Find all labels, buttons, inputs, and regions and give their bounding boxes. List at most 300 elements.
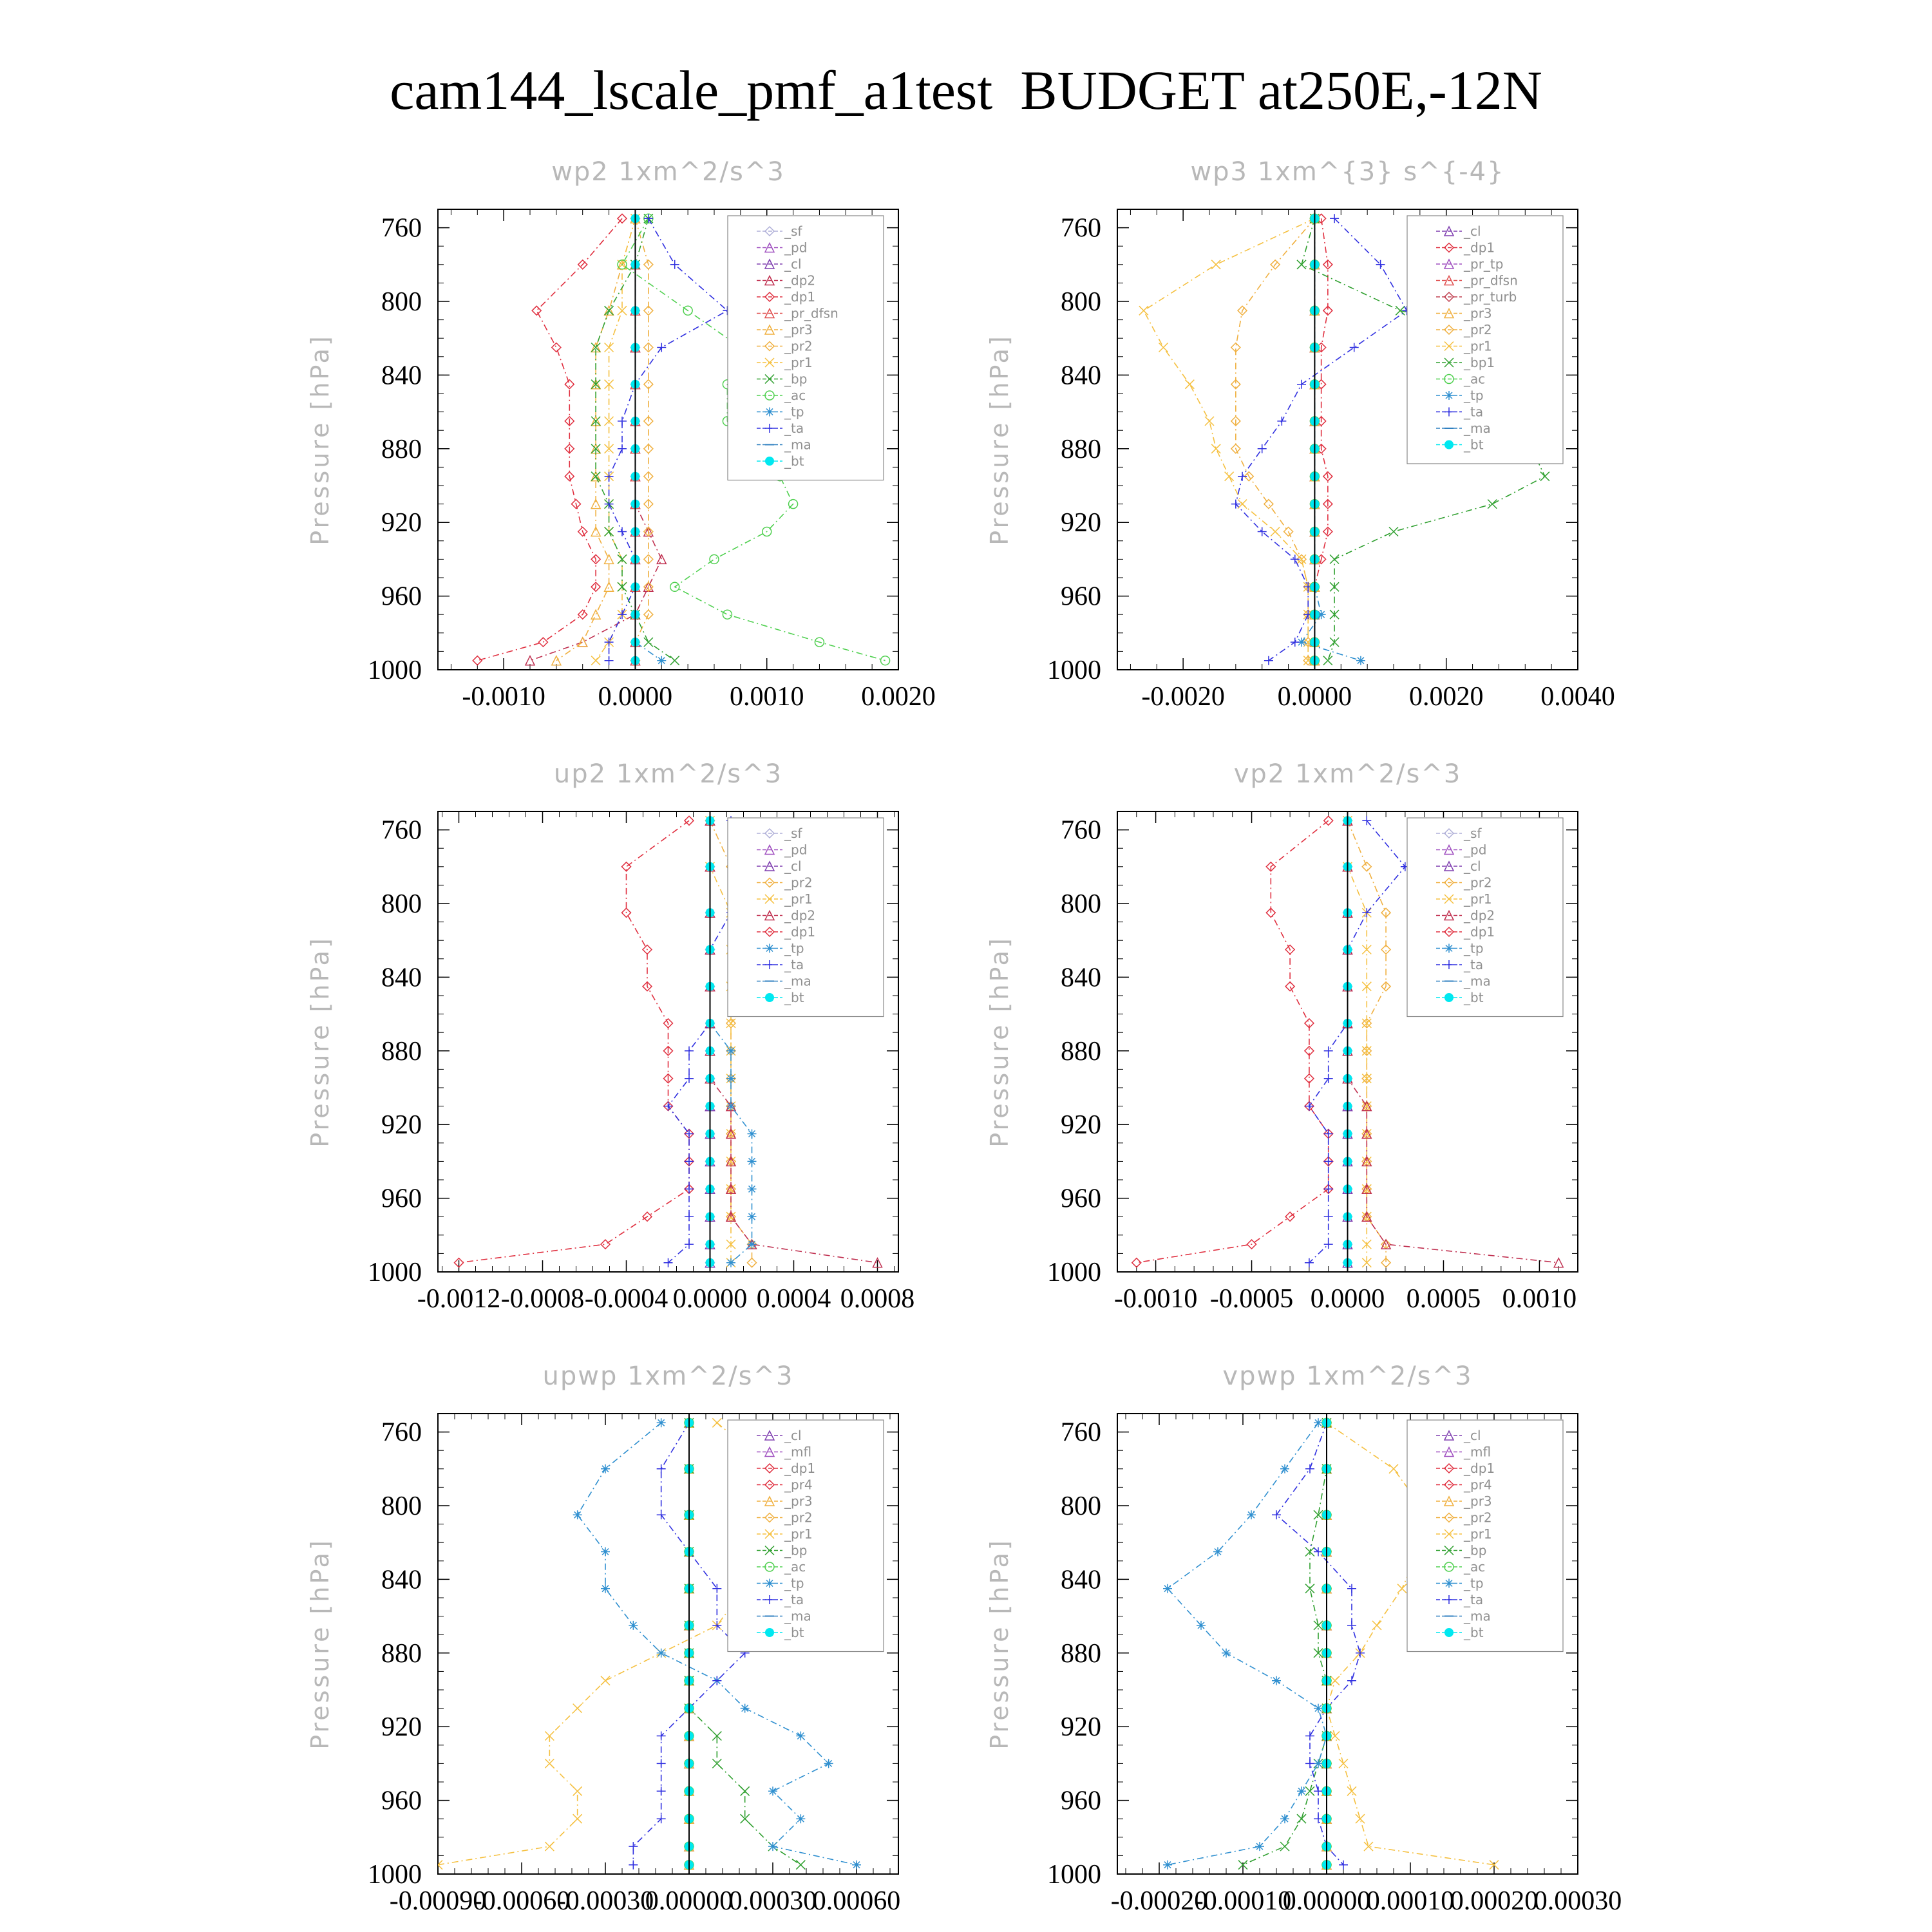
data-point	[629, 1861, 638, 1870]
legend-label: _pr2	[784, 1510, 813, 1526]
legend-marker	[765, 1628, 774, 1637]
legend-label: _tp	[784, 1575, 804, 1591]
data-point	[1280, 1814, 1289, 1823]
y-tick-label: 1000	[368, 1258, 422, 1287]
legend-label: _bp	[784, 371, 808, 387]
legend-label: _cl	[784, 858, 802, 874]
series-line-bp	[1243, 1423, 1327, 1864]
series-line-ta	[1236, 218, 1407, 660]
data-point	[685, 1130, 694, 1139]
legend-marker	[1444, 1579, 1454, 1588]
legend-label: _ma	[1464, 421, 1491, 436]
legend-label: _dp1	[1464, 924, 1495, 940]
data-point	[1271, 527, 1280, 536]
legend-label: _mfl	[1464, 1444, 1492, 1460]
data-point	[1314, 1418, 1323, 1427]
x-tick-label: -0.0004	[584, 1284, 668, 1314]
data-point	[657, 343, 666, 352]
data-point	[1314, 1704, 1323, 1713]
legend-label: _dp1	[784, 924, 816, 940]
data-point	[1362, 862, 1371, 871]
legend-label: _pr1	[784, 355, 813, 370]
data-point	[1330, 554, 1339, 564]
data-point	[1211, 444, 1220, 453]
x-tick-label: 0.0000	[672, 1284, 748, 1314]
x-tick-label: 0.00000	[1282, 1886, 1371, 1916]
x-tick-label: 0.0040	[1540, 682, 1615, 712]
data-point	[1314, 1814, 1323, 1823]
data-point	[644, 638, 653, 647]
data-point	[726, 1102, 735, 1111]
data-point	[1356, 1814, 1365, 1823]
y-tick-label: 800	[381, 287, 422, 317]
x-tick-label: 0.0000	[598, 682, 673, 712]
legend-label: _ma	[784, 973, 811, 989]
legend-marker	[1444, 440, 1454, 450]
x-tick-label: -0.0012	[417, 1284, 501, 1314]
y-tick-label: 960	[1061, 1786, 1101, 1816]
data-point	[657, 1464, 666, 1473]
y-tick-label: 800	[1061, 1492, 1101, 1521]
legend-marker	[765, 408, 774, 417]
legend-label: _cl	[1464, 1428, 1481, 1443]
data-point	[1389, 1464, 1398, 1473]
legend-label: _dp2	[784, 907, 816, 923]
y-tick-label: 880	[1061, 1036, 1101, 1066]
data-point	[1255, 1842, 1264, 1851]
data-point	[552, 343, 561, 352]
data-point	[1297, 260, 1306, 269]
x-tick-label: 0.0010	[1502, 1284, 1577, 1314]
legend-marker	[1444, 944, 1454, 953]
legend-label: _ac	[1464, 1559, 1486, 1575]
y-tick-label: 960	[1061, 1184, 1101, 1214]
data-point	[712, 1584, 721, 1593]
legend-label: _bt	[784, 990, 804, 1005]
data-point	[618, 527, 627, 536]
data-point	[1205, 417, 1214, 426]
data-point	[578, 638, 587, 647]
y-tick-label: 800	[1061, 889, 1101, 919]
legend-label: _ac	[784, 1559, 806, 1575]
data-point	[723, 610, 732, 619]
data-point	[1238, 472, 1247, 481]
legend-label: _pr2	[784, 338, 813, 354]
legend-label: _ac	[1464, 371, 1486, 387]
series-line-ta	[609, 218, 728, 660]
x-tick-label: -0.00020	[1110, 1886, 1208, 1916]
data-point	[573, 1814, 582, 1823]
y-tick-label: 960	[381, 1786, 422, 1816]
legend-label: _tp	[1464, 1575, 1484, 1591]
x-tick-label: -0.00060	[473, 1886, 571, 1916]
data-point	[1397, 1584, 1406, 1593]
x-tick-label: 0.00010	[1366, 1886, 1455, 1916]
data-point	[1258, 444, 1267, 453]
x-tick-label: 0.00000	[645, 1886, 734, 1916]
data-point	[1323, 656, 1332, 665]
data-point	[573, 1786, 582, 1795]
x-tick-label: 0.00060	[812, 1886, 901, 1916]
legend-label: _ta	[784, 957, 804, 972]
legend-label: _ta	[1464, 1592, 1484, 1607]
legend-label: _ma	[784, 1608, 811, 1624]
legend-label: _pr2	[784, 875, 813, 891]
data-point	[1163, 1861, 1172, 1870]
data-point	[685, 1184, 694, 1193]
panel-title: up2 1xm^2/s^3	[553, 759, 783, 789]
legend-label: _bt	[784, 1625, 804, 1640]
series-line-dp1	[1137, 820, 1329, 1262]
data-point	[748, 1240, 757, 1249]
legend-label: _pd	[1464, 842, 1487, 858]
data-point	[1305, 1786, 1314, 1795]
panel-title: wp2 1xm^2/s^3	[551, 157, 785, 187]
legend-label: _tp	[784, 404, 804, 420]
legend-label: _pr_dfsn	[1464, 272, 1518, 289]
chart-panel	[306, 1361, 900, 1916]
data-point	[605, 343, 614, 352]
data-point	[1291, 638, 1300, 647]
data-point	[618, 554, 627, 564]
y-tick-label: 880	[381, 1638, 422, 1669]
y-tick-label: 920	[381, 508, 422, 538]
data-point	[741, 1786, 750, 1795]
x-tick-label: 0.0008	[840, 1284, 915, 1314]
y-tick-label: 960	[381, 1184, 422, 1214]
y-tick-label: 840	[1061, 963, 1101, 993]
legend-marker	[765, 944, 774, 953]
y-tick-label: 840	[381, 361, 422, 391]
data-point	[1305, 1102, 1314, 1111]
legend-label: _dp2	[1464, 907, 1495, 923]
data-point	[1389, 527, 1398, 536]
series-line-pr1	[1348, 820, 1367, 1262]
x-tick-label: 0.00030	[1533, 1886, 1622, 1916]
legend-label: _bt	[1464, 990, 1484, 1005]
data-point	[601, 1548, 610, 1557]
data-point	[1339, 1861, 1348, 1870]
data-point	[1305, 1464, 1314, 1473]
y-tick-label: 960	[381, 582, 422, 612]
x-tick-label: -0.00010	[1194, 1886, 1292, 1916]
legend-label: _bp1	[1464, 355, 1495, 370]
data-point	[532, 306, 541, 315]
data-point	[1350, 343, 1359, 352]
data-point	[1347, 1786, 1356, 1795]
data-point	[748, 1212, 757, 1221]
data-point	[565, 380, 574, 389]
data-point	[1331, 1732, 1340, 1741]
legend-label: _ta	[784, 1592, 804, 1607]
legend-label: _pr1	[1464, 891, 1492, 907]
data-point	[685, 1074, 694, 1083]
chart-panel	[985, 157, 1615, 712]
y-tick-label: 920	[1061, 1110, 1101, 1141]
data-point	[748, 1157, 757, 1166]
data-point	[1314, 1759, 1323, 1768]
data-point	[605, 656, 614, 665]
legend-label: _pr2	[1464, 322, 1492, 337]
y-tick-label: 960	[1061, 582, 1101, 612]
data-point	[657, 1418, 666, 1427]
data-point	[1211, 260, 1220, 269]
data-point	[1264, 500, 1273, 509]
panel-title: wp3 1xm^{3} s^{-4}	[1190, 157, 1505, 187]
data-point	[1330, 638, 1339, 647]
data-point	[1305, 1584, 1314, 1593]
data-point	[1280, 1842, 1289, 1851]
y-tick-label: 840	[1061, 1565, 1101, 1595]
x-tick-label: -0.0010	[1113, 1284, 1198, 1314]
legend-label: _pr1	[784, 891, 813, 907]
legend-label: _pr2	[1464, 1510, 1492, 1526]
data-point	[712, 1418, 721, 1427]
legend-label: _pr1	[784, 1526, 813, 1542]
legend-label: _sf	[784, 826, 802, 841]
panel-title: vpwp 1xm^2/s^3	[1222, 1361, 1473, 1391]
legend-label: _pr2	[1464, 875, 1492, 891]
legend-marker	[1444, 391, 1454, 400]
y-tick-label: 1000	[1047, 656, 1101, 685]
legend-label: _pr1	[1464, 1526, 1492, 1542]
series-line-pr1	[596, 218, 635, 660]
data-point	[1213, 1548, 1222, 1557]
y-tick-label: 880	[1061, 1638, 1101, 1669]
data-point	[1314, 1786, 1323, 1795]
legend-label: _dp1	[1464, 1461, 1495, 1476]
legend-label: _pr4	[784, 1477, 813, 1493]
x-tick-label: 0.0020	[861, 682, 936, 712]
legend-label: _pr3	[784, 322, 813, 337]
chart-panel	[306, 759, 914, 1314]
legend-label: _pd	[784, 842, 808, 858]
data-point	[601, 1464, 610, 1473]
legend-label: _tp	[1464, 940, 1484, 956]
data-point	[1324, 1074, 1333, 1083]
y-tick-label: 880	[381, 434, 422, 464]
legend-marker	[1444, 993, 1454, 1002]
data-point	[601, 1240, 610, 1249]
legend-label: _pr3	[1464, 1493, 1492, 1509]
data-point	[726, 1046, 735, 1056]
y-tick-label: 760	[381, 213, 422, 243]
y-tick-label: 800	[381, 1492, 422, 1521]
data-point	[748, 1130, 757, 1139]
data-point	[657, 1759, 666, 1768]
data-point	[591, 656, 600, 665]
data-point	[1163, 1584, 1172, 1593]
series-line-pr2	[1236, 218, 1315, 660]
legend-label: _tp	[784, 940, 804, 956]
x-tick-label: -0.00090	[389, 1886, 487, 1916]
x-tick-label: 0.0020	[1408, 682, 1484, 712]
data-point	[1324, 1046, 1333, 1056]
data-point	[1372, 1621, 1381, 1630]
figure-title: cam144_lscale_pmf_a1test BUDGET at250E,-12N	[390, 59, 1542, 121]
data-point	[1139, 306, 1148, 315]
legend-label: _bt	[784, 453, 804, 469]
legend-label: _mfl	[784, 1444, 812, 1460]
data-point	[1222, 1649, 1231, 1658]
data-point	[1225, 472, 1234, 481]
y-tick-label: 760	[1061, 815, 1101, 846]
y-tick-label: 1000	[368, 656, 422, 685]
legend-label: _pr_dfsn	[784, 305, 838, 321]
legend-label: _ta	[1464, 404, 1484, 420]
data-point	[601, 1584, 610, 1593]
y-tick-label: 760	[1061, 213, 1101, 243]
y-tick-label: 920	[1061, 508, 1101, 538]
data-point	[1272, 1510, 1281, 1519]
y-tick-label: 760	[381, 815, 422, 846]
legend-label: _cl	[1464, 223, 1481, 239]
data-point	[685, 1212, 694, 1221]
data-point	[1488, 500, 1497, 509]
data-point	[1277, 417, 1286, 426]
y-axis-label: Pressure [hPa]	[985, 936, 1014, 1148]
data-point	[1305, 1759, 1314, 1768]
legend-label: _ta	[784, 421, 804, 436]
data-point	[657, 1786, 666, 1795]
data-point	[710, 554, 719, 564]
data-point	[657, 554, 666, 564]
legend-label: _cl	[1464, 858, 1481, 874]
legend-label: _bt	[1464, 1625, 1484, 1640]
data-point	[1324, 1184, 1333, 1193]
data-point	[1347, 1584, 1356, 1593]
data-point	[629, 1621, 638, 1630]
series-line-pr1	[1144, 218, 1315, 660]
series-line-pr2	[1348, 820, 1387, 1262]
data-point	[605, 306, 614, 315]
series-line-ta	[1276, 1423, 1360, 1864]
data-point	[1324, 1130, 1333, 1139]
legend-label: _bp	[784, 1542, 808, 1558]
legend-label: _cl	[784, 1428, 802, 1443]
legend-label: _sf	[1464, 826, 1482, 841]
x-tick-label: 0.0000	[1277, 682, 1352, 712]
data-point	[685, 1157, 694, 1166]
data-point	[1356, 656, 1365, 665]
legend-label: _pr1	[1464, 338, 1492, 354]
data-point	[1297, 1814, 1306, 1823]
chart-panel	[306, 157, 936, 712]
x-tick-label: -0.0008	[500, 1284, 585, 1314]
series-line-dp1	[1314, 218, 1327, 660]
legend-label: _tp	[1464, 388, 1484, 403]
series-line-tp	[1168, 1423, 1327, 1864]
data-point	[1324, 1212, 1333, 1221]
legend-label: _pr_turb	[1464, 289, 1517, 305]
data-point	[1324, 1157, 1333, 1166]
legend-marker	[1444, 1628, 1454, 1637]
legend-label: _pr3	[784, 1493, 813, 1509]
data-point	[1314, 1510, 1323, 1519]
x-tick-label: 0.00020	[1450, 1886, 1539, 1916]
series-line-tp	[1302, 218, 1361, 660]
legend-label: _sf	[784, 223, 802, 239]
data-point	[1159, 343, 1168, 352]
y-tick-label: 1000	[1047, 1860, 1101, 1889]
data-point	[726, 1258, 735, 1267]
x-tick-label: -0.00030	[556, 1886, 654, 1916]
y-tick-label: 880	[1061, 434, 1101, 464]
legend-marker	[765, 993, 774, 1002]
y-axis-label: Pressure [hPa]	[985, 1538, 1014, 1750]
data-point	[1331, 1676, 1340, 1685]
data-point	[1280, 1464, 1289, 1473]
data-point	[712, 1759, 721, 1768]
data-point	[573, 1510, 582, 1519]
data-point	[601, 1676, 610, 1685]
data-point	[1197, 1621, 1206, 1630]
panel-title: vp2 1xm^2/s^3	[1233, 759, 1462, 789]
data-point	[796, 1861, 805, 1870]
panel-title: upwp 1xm^2/s^3	[542, 1361, 794, 1391]
series-line-dp1	[459, 820, 690, 1262]
y-axis-label: Pressure [hPa]	[306, 1538, 334, 1750]
data-point	[768, 1842, 777, 1851]
data-point	[618, 417, 627, 426]
series-line-ta	[1309, 820, 1405, 1262]
legend-label: _bp	[1464, 1542, 1487, 1558]
series-line-dp1	[477, 218, 622, 660]
x-tick-label: -0.0020	[1141, 682, 1225, 712]
legend-label: _ma	[1464, 1608, 1491, 1624]
x-tick-label: 0.0000	[1310, 1284, 1385, 1314]
x-tick-label: 0.00030	[728, 1886, 817, 1916]
legend-label: _ma	[784, 437, 811, 453]
data-point	[1324, 1240, 1333, 1249]
y-tick-label: 840	[1061, 361, 1101, 391]
legend-label: _dp1	[784, 289, 816, 305]
y-tick-label: 880	[381, 1036, 422, 1066]
y-axis-label: Pressure [hPa]	[306, 334, 334, 545]
legend-marker	[765, 1579, 774, 1588]
data-point	[1347, 1676, 1356, 1685]
data-point	[685, 1046, 694, 1056]
legend-label: _dp1	[784, 1461, 816, 1476]
y-tick-label: 920	[1061, 1712, 1101, 1743]
legend-label: _bt	[1464, 437, 1484, 453]
data-point	[1297, 1786, 1306, 1795]
legend-label: _dp1	[1464, 240, 1495, 256]
data-point	[657, 656, 666, 665]
data-point	[473, 656, 482, 665]
data-point	[1540, 472, 1549, 481]
data-point	[657, 1510, 666, 1519]
data-point	[796, 1814, 805, 1823]
data-point	[605, 554, 614, 564]
legend-label: _pr_tp	[1464, 256, 1504, 272]
y-tick-label: 800	[381, 889, 422, 919]
y-tick-label: 840	[381, 963, 422, 993]
y-tick-label: 920	[381, 1110, 422, 1141]
legend-marker	[765, 457, 774, 466]
data-point	[1272, 1676, 1281, 1685]
data-point	[573, 1704, 582, 1713]
data-point	[670, 656, 679, 665]
legend-label: _pr4	[1464, 1477, 1492, 1493]
y-tick-label: 760	[1061, 1417, 1101, 1448]
legend-label: _ta	[1464, 957, 1484, 972]
legend-label: _ma	[1464, 973, 1491, 989]
x-tick-label: 0.0010	[729, 682, 804, 712]
y-tick-label: 1000	[1047, 1258, 1101, 1287]
data-point	[1247, 1510, 1256, 1519]
data-point	[618, 444, 627, 453]
